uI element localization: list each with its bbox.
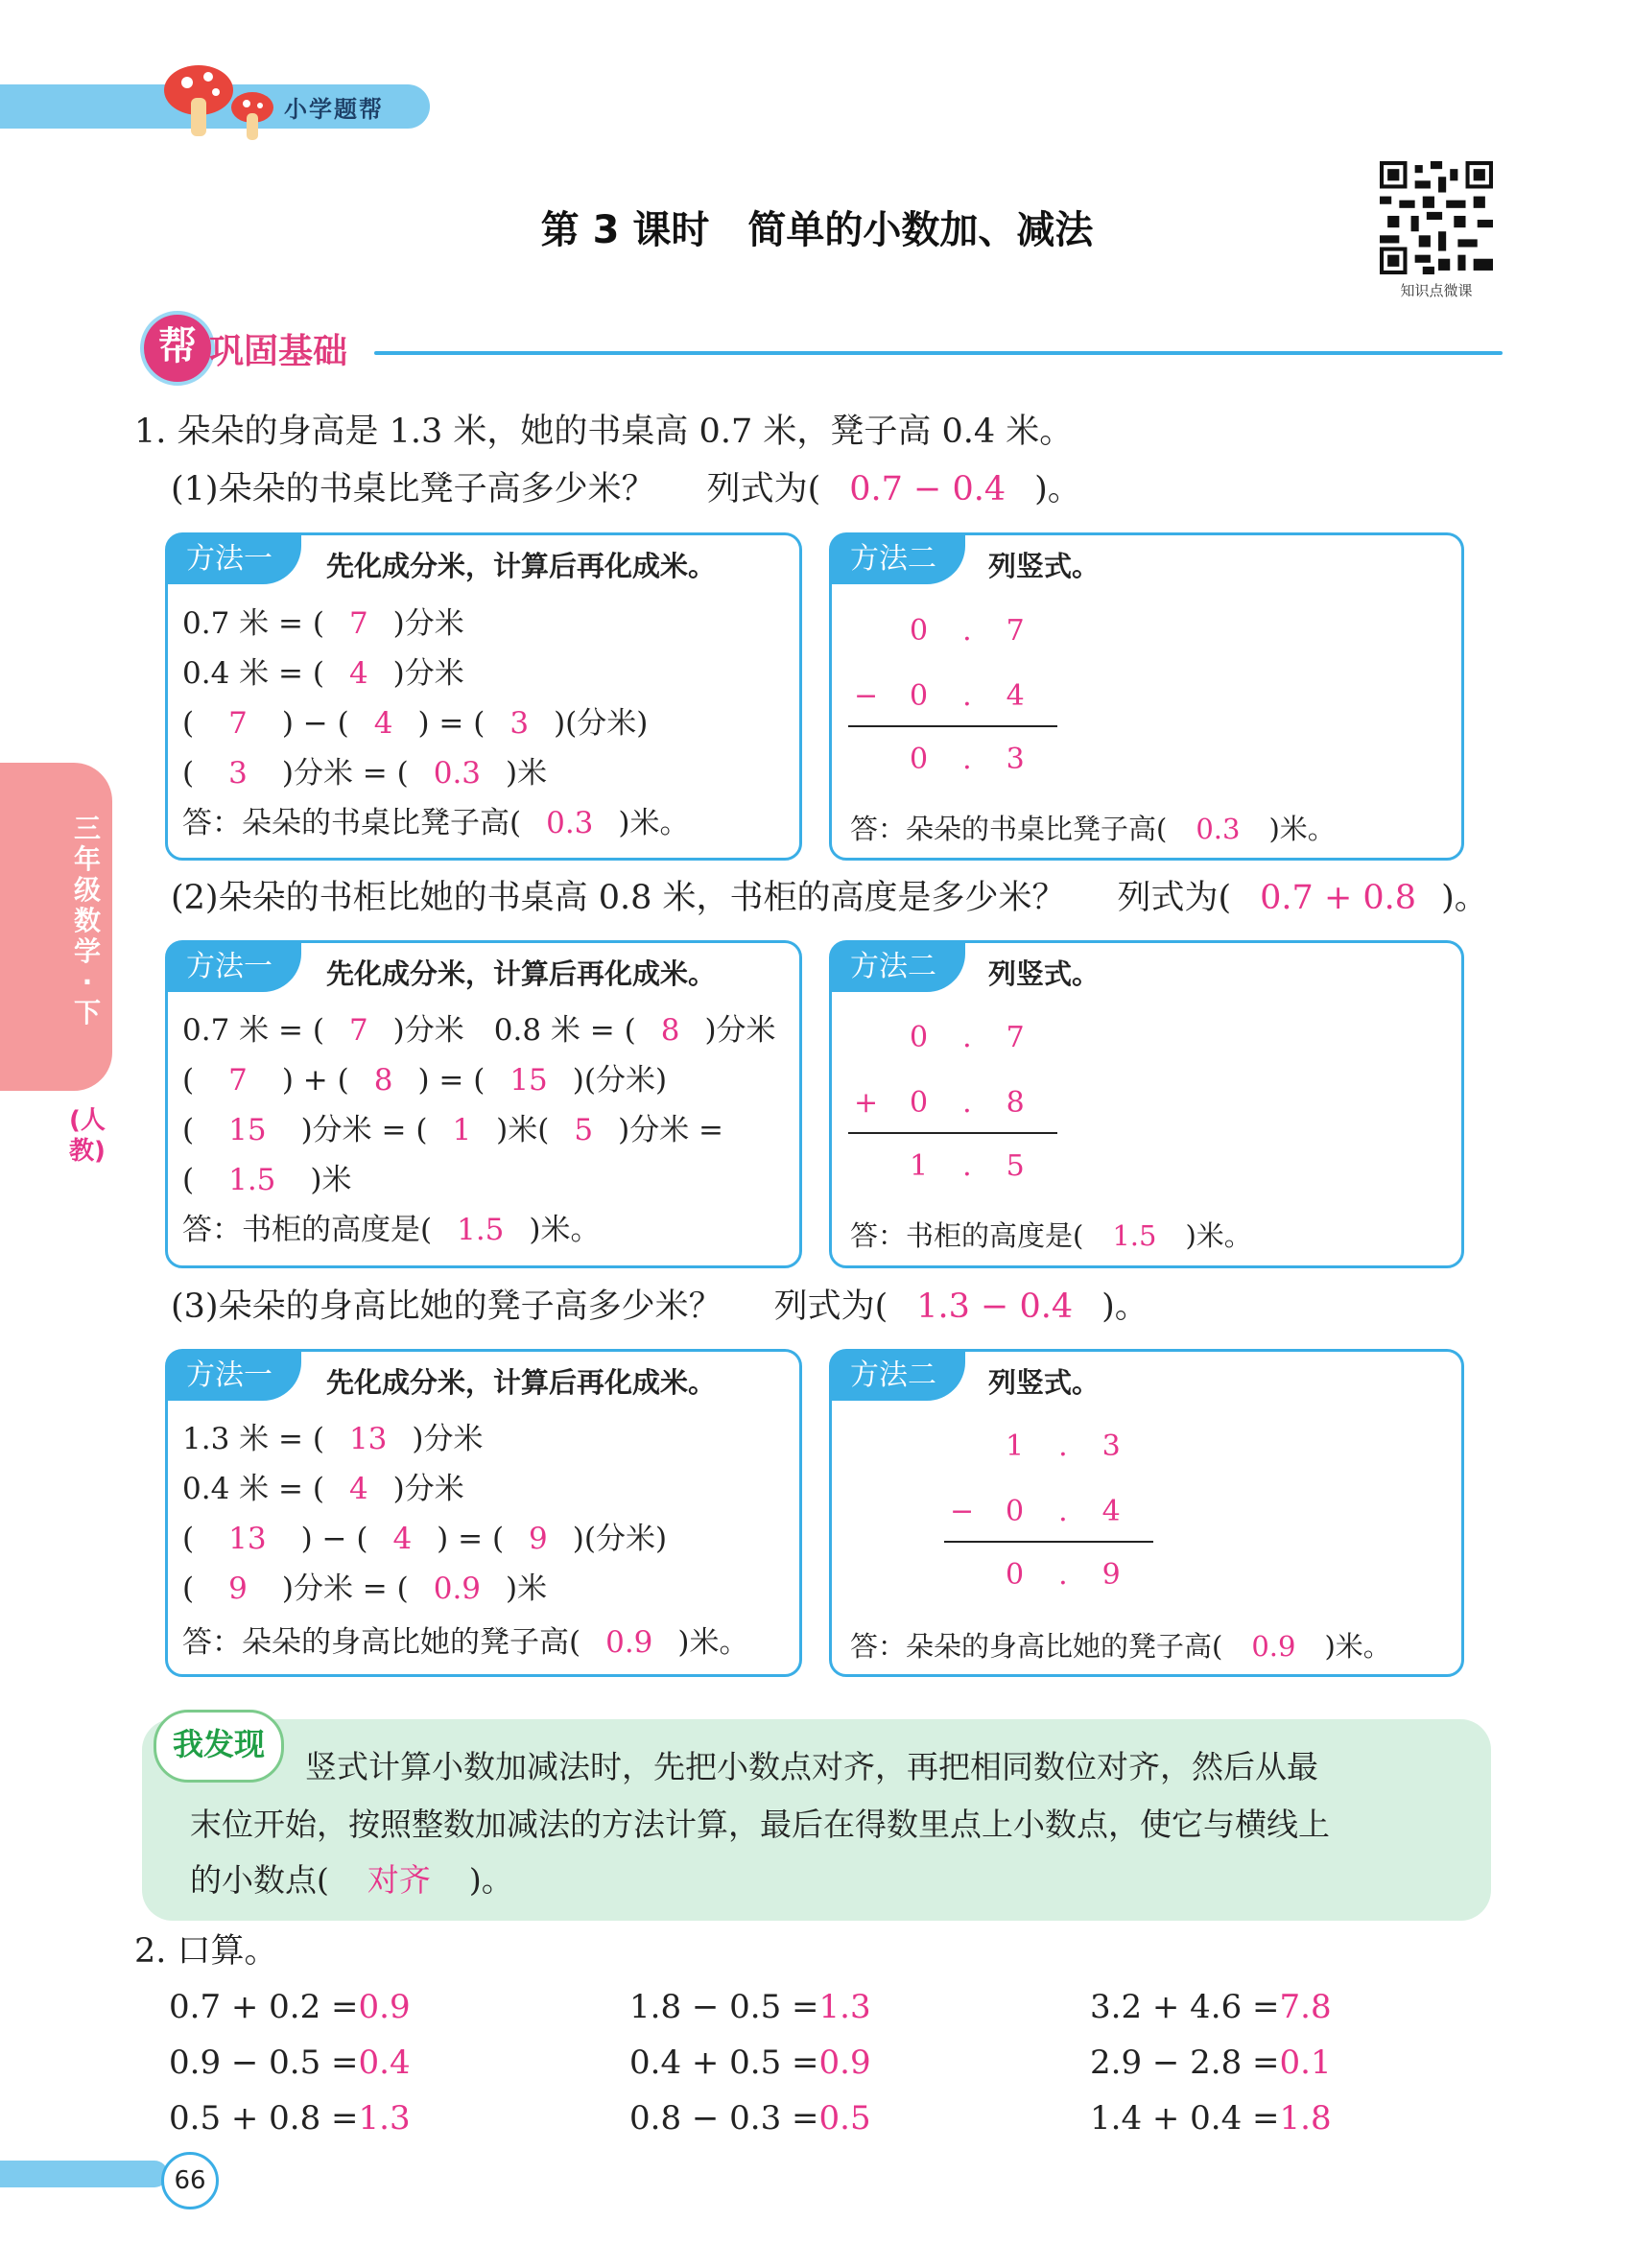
method1-line: 0.4 米 = ( 4 )分米 (182, 1472, 464, 1506)
vertical-rule (944, 1541, 1153, 1543)
oral-calc-item: 0.5 + 0.8 =1.3 (169, 2099, 411, 2138)
method1-instruction: 先化成分米，计算后再化成米。 (326, 550, 717, 582)
discovery-line-2: 末位开始，按照整数加减法的方法计算，最后在得数里点上小数点，使它与横线上 (190, 1806, 1330, 1843)
method1-line: ( 9 )分米 = ( 0.9 )米 (182, 1571, 548, 1606)
mushroom-logo-icon (158, 59, 283, 146)
method2-instruction: 列竖式。 (988, 957, 1101, 990)
method1-line: ( 15 )分米 = ( 1 )米( 5 )分米 = (182, 1113, 724, 1147)
method2-answer-line: 答：朵朵的身高比她的凳子高( 0.9 )米。 (850, 1630, 1391, 1663)
vertical-rule (848, 1132, 1057, 1134)
vertical-rule (848, 725, 1057, 727)
side-grade-label: 三年级数学·下 (73, 813, 101, 1028)
method2-answer-line: 答：书柜的高度是( 1.5 )米。 (850, 1219, 1252, 1252)
vertical-result: 0 . 9 (1006, 1558, 1121, 1592)
vertical-result: 0 . 3 (910, 743, 1025, 776)
discovery-tag: 我发现 (154, 1710, 284, 1783)
oral-calc-item: 0.4 + 0.5 =0.9 (629, 2044, 871, 2082)
vertical-mid: 0 . 4 (1006, 1495, 1121, 1528)
oral-calc-item: 0.7 + 0.2 =0.9 (169, 1988, 411, 2026)
vertical-top: 0 . 7 (910, 614, 1025, 648)
oral-calc-item: 2.9 − 2.8 =0.1 (1090, 2044, 1332, 2082)
oral-calc-item: 1.4 + 0.4 =1.8 (1090, 2099, 1332, 2138)
side-edition-label: (人教) (69, 1106, 106, 1166)
vertical-mid: 0 . 4 (910, 679, 1025, 713)
vertical-result: 1 . 5 (910, 1149, 1025, 1183)
qr-code-icon[interactable] (1379, 161, 1494, 274)
vertical-top: 0 . 7 (910, 1021, 1025, 1054)
oral-calc-item: 0.9 − 0.5 =0.4 (169, 2044, 411, 2082)
formula-answer: 1.3 − 0.4 (916, 1288, 1074, 1326)
page-number: 66 (161, 2152, 219, 2209)
vertical-mid: 0 . 8 (910, 1086, 1025, 1120)
vertical-operator: − (950, 1495, 975, 1528)
method2-tag: 方法二 (831, 534, 965, 584)
method2-tag: 方法二 (831, 1351, 965, 1401)
method1-tag: 方法一 (167, 1351, 301, 1401)
vertical-operator: − (854, 679, 879, 713)
method1-tag: 方法一 (167, 942, 301, 992)
formula-answer: 0.7 − 0.4 (849, 470, 1006, 508)
method1-line: ( 3 )分米 = ( 0.3 )米 (182, 756, 548, 791)
brand-name: 小学题帮 (284, 96, 384, 123)
method1-answer-line: 答：朵朵的身高比她的凳子高( 0.9 )米。 (182, 1625, 749, 1660)
method1-line: ( 7 ) − ( 4 ) = ( 3 )(分米) (182, 706, 649, 741)
method1-line: 0.7 米 = ( 7 )分米 (182, 606, 464, 641)
method2-instruction: 列竖式。 (988, 1366, 1101, 1399)
method2-tag: 方法二 (831, 942, 965, 992)
method1-instruction: 先化成分米，计算后再化成米。 (326, 957, 717, 990)
q1-part2-question: (2)朵朵的书柜比她的书桌高 0.8 米，书柜的高度是多少米？ 列式为( 0.7 + 0.8 )。 (171, 879, 1488, 917)
qr-caption: 知识点微课 (1400, 282, 1473, 299)
oral-calc-item: 3.2 + 4.6 =7.8 (1090, 1988, 1332, 2026)
method1-line: ( 7 ) + ( 8 ) = ( 15 )(分米) (182, 1063, 668, 1098)
method1-tag: 方法一 (167, 534, 301, 584)
q1-part3-question: (3)朵朵的身高比她的凳子高多少米？ 列式为( 1.3 − 0.4 )。 (171, 1288, 1149, 1326)
method1-answer-line: 答：朵朵的书桌比凳子高( 0.3 )米。 (182, 806, 690, 840)
method1-answer-line: 答：书柜的高度是( 1.5 )米。 (182, 1213, 601, 1247)
method1-line: 0.4 米 = ( 4 )分米 (182, 656, 464, 691)
vertical-operator: + (854, 1086, 879, 1120)
section-title: 巩固基础 (209, 332, 348, 371)
oral-calc-item: 0.8 − 0.3 =0.5 (629, 2099, 871, 2138)
formula-answer: 0.7 + 0.8 (1260, 879, 1417, 917)
q1-part1-question: (1)朵朵的书桌比凳子高多少米？ 列式为( 0.7 − 0.4 )。 (171, 470, 1081, 508)
page-title: 第 3 课时 简单的小数加、减法 (540, 208, 1094, 252)
oral-calc-item: 1.8 − 0.5 =1.3 (629, 1988, 871, 2026)
vertical-top: 1 . 3 (1006, 1429, 1121, 1463)
q1-stem: 1. 朵朵的身高是 1.3 米，她的书桌高 0.7 米，凳子高 0.4 米。 (134, 413, 1074, 451)
method1-line: 1.3 米 = ( 13 )分米 (182, 1422, 484, 1456)
method1-line: 0.7 米 = ( 7 )分米 0.8 米 = ( 8 )分米 (182, 1013, 776, 1048)
footer-bar (0, 2161, 168, 2187)
section-badge: 帮 (140, 311, 215, 386)
discovery-line-1: 竖式计算小数加减法时，先把小数点对齐，再把相同数位对齐，然后从最 (305, 1748, 1318, 1785)
q2-stem: 2. 口算。 (134, 1932, 278, 1971)
method2-answer-line: 答：朵朵的书桌比凳子高( 0.3 )米。 (850, 813, 1336, 845)
method2-instruction: 列竖式。 (988, 550, 1101, 582)
section-divider (374, 351, 1503, 355)
discovery-line-3: 的小数点( 对齐 )。 (190, 1861, 513, 1899)
method1-instruction: 先化成分米，计算后再化成米。 (326, 1366, 717, 1399)
method1-line: ( 1.5 )米 (182, 1163, 352, 1197)
method1-line: ( 13 ) − ( 4 ) = ( 9 )(分米) (182, 1522, 668, 1556)
